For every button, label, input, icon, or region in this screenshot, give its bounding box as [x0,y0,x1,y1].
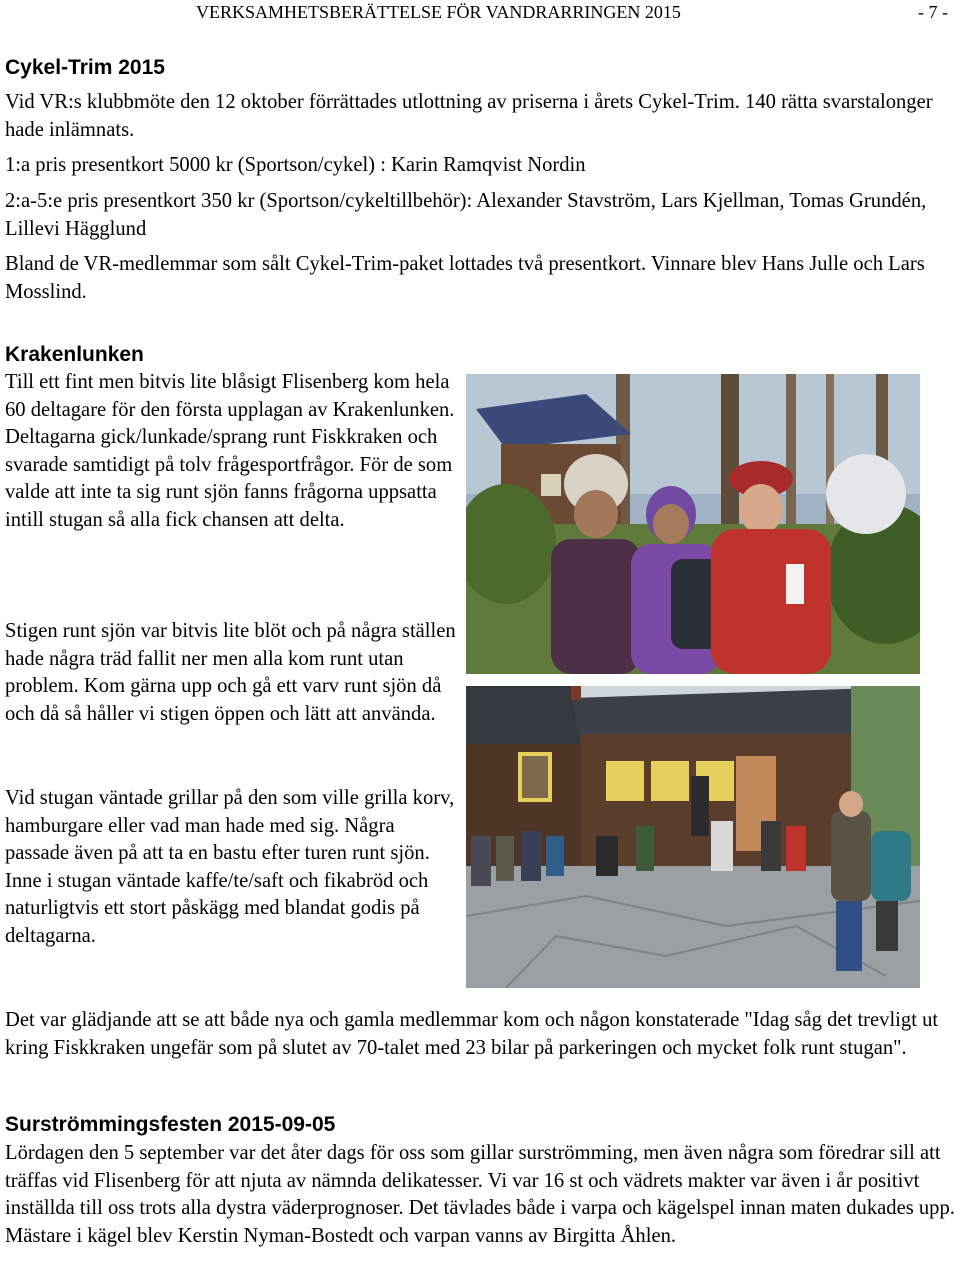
document-header: VERKSAMHETSBERÄTTELSE FÖR VANDRARRINGEN 2015 [196,2,681,22]
cykel-trim-paragraph-4: Bland de VR-medlemmar som sålt Cykel-Trim-paket lottades två presentkort. Vinnare blev Hans Julle och Lars Mosslind. [5,253,925,303]
krakenlunken-paragraph-1: Till ett fint men bitvis lite blåsigt Flisenberg kom hela 60 deltagare för den första upplagan av Krakenlunken. Deltagarna gick/lunkade/sprang runt Fiskkraken och svarade samtidigt på tolv frågesportfrågor. För de som valde att inte ta sig runt sjön fanns frågorna uppsatta intill stugan så alla fick chansen att delta. [5,371,455,531]
cykel-trim-paragraph-1: Vid VR:s klubbmöte den 12 oktober förrättades utlottning av priserna i årets Cykel-Trim. 140 rätta svarstalonger hade inlämnats. [5,91,933,141]
krakenlunken-paragraph-4: Det var glädjande att se att både nya och gamla medlemmar kom och någon konstaterade "Idag såg det trevligt ut kring Fiskkraken ungefär som på slutet av 70-talet med 23 bilar på parkeringen och mycket folk runt stugan". [5,1009,939,1059]
krakenlunken-paragraph-2: Stigen runt sjön var bitvis lite blöt och på några ställen hade några träd fallit ner men alla kom runt utan problem. Kom gärna upp och gå ett varv runt sjön då och då så håller vi stigen öppen och lätt att använda. [5,620,456,725]
cykel-trim-paragraph-3: 2:a-5:e pris presentkort 350 kr (Sportson/cykeltillbehör): Alexander Stavström, Lars Kjellman, Tomas Grundén, Lillevi Hägglund [5,190,927,240]
section-heading-krakenlunken: Krakenlunken [5,343,144,366]
section-heading-surstromming: Surströmmingsfesten 2015-09-05 [5,1113,336,1136]
krakenlunken-paragraph-3: Vid stugan väntade grillar på den som ville grilla korv, hamburgare eller vad man hade med sig. Några passade även på att ta en bastu efter turen runt sjön. Inne i stugan väntade kaffe/te/saft och fikabröd och naturligtvis ett stort påskägg med blandat godis på deltagarna. [5,787,455,947]
section-heading-cykel-trim: Cykel-Trim 2015 [5,56,165,79]
photo-cabin-gathering [466,686,920,988]
surstromming-paragraph-1: Lördagen den 5 september var det åter dags för oss som gillar surströmming, men även några som föredrar sill att träffas vid Flisenberg för att njuta av nämnda delikatesser. Vi var 16 st och vädrets makter var även i år positivt inställda till oss trots alla dystra väderprognoser. Det tävlades både i varpa och kägelspel innan maten dukades upp. Mästare i kägel blev Kerstin Nyman-Bostedt och varpan vanns av Birgitta Åhlen. [5,1142,955,1247]
photo-participants-forest [466,374,920,674]
page-number: - 7 - [918,2,948,22]
cykel-trim-paragraph-2: 1:a pris presentkort 5000 kr (Sportson/cykel) : Karin Ramqvist Nordin [5,154,586,176]
